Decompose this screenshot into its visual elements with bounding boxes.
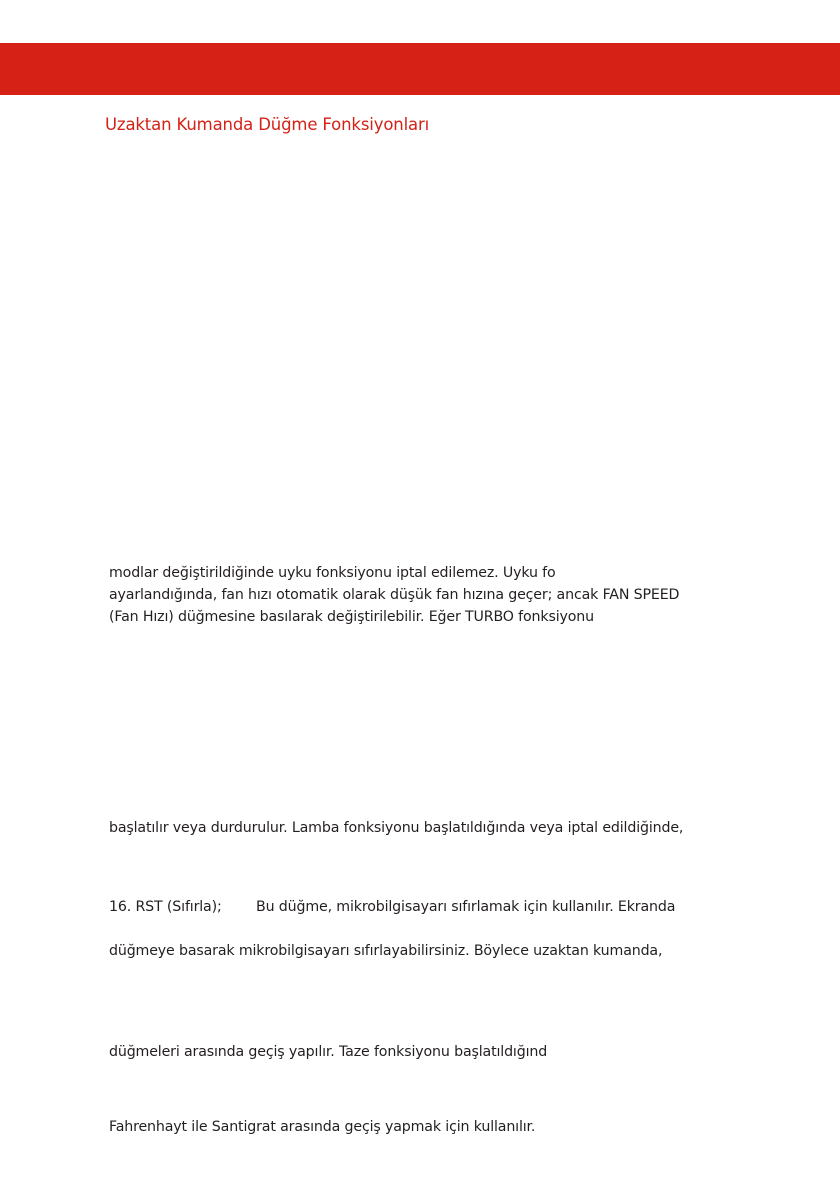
fresh-paragraph-line: düğmeleri arasında geçiş yapılır. Taze fonksiyonu başlatıldığınd [109, 1044, 548, 1060]
rst-item-continuation: düğmeye basarak mikrobilgisayarı sıfırlayabilirsiniz. Böylece uzaktan kumanda, [109, 943, 663, 959]
temp-unit-paragraph-line: Fahrenhayt ile Santigrat arasında geçiş yapmak için kullanılır. [109, 1119, 536, 1135]
header-bar [0, 43, 840, 95]
sleep-paragraph-line-1: modlar değiştirildiğinde uyku fonksiyonu iptal edilemez. Uyku fo [109, 565, 556, 581]
sleep-paragraph-line-2: ayarlandığında, fan hızı otomatik olarak düşük fan hızına geçer; ancak FAN SPEED [109, 587, 680, 603]
sleep-paragraph-line-3: (Fan Hızı) düğmesine basılarak değiştirilebilir. Eğer TURBO fonksiyonu [109, 609, 594, 625]
lamp-paragraph-line: başlatılır veya durdurulur. Lamba fonksiyonu başlatıldığında veya iptal edildiğinde, [109, 820, 684, 836]
rst-item-description: Bu düğme, mikrobilgisayarı sıfırlamak için kullanılır. Ekranda [256, 899, 676, 915]
section-title: Uzaktan Kumanda Düğme Fonksiyonları [105, 115, 430, 134]
rst-item-label: 16. RST (Sıfırla); [109, 899, 222, 915]
